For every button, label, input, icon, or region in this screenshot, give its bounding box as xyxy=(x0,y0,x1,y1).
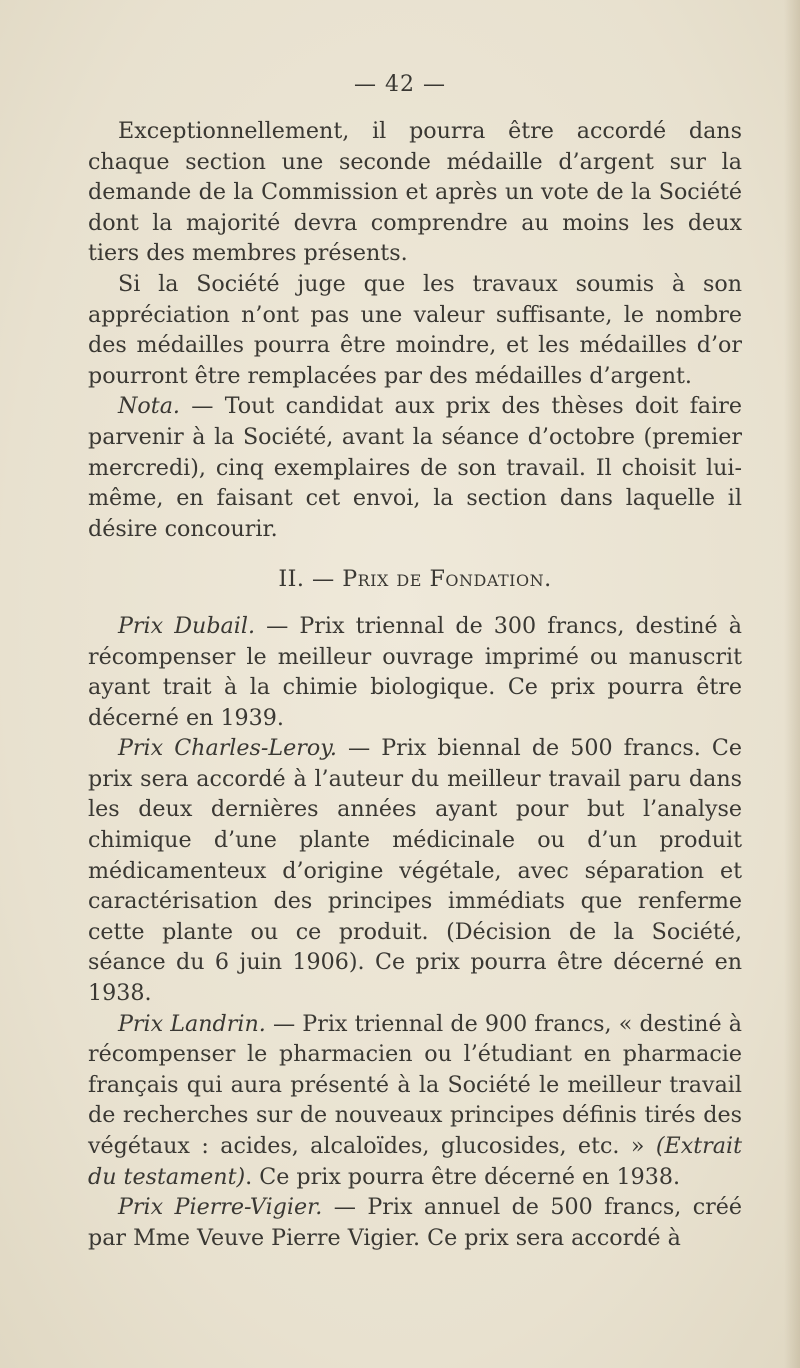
prize-text: — Prix biennal de 500 francs. Ce prix sera accordé à l’auteur du meilleur travail paru dans les deux dernières années ayant pour but l’analyse chimique d’une plante médicinale ou d’un produit médicamenteux d’origine végétale, avec séparation et caractérisation des principes immédiats que renferme cette plante ou ce produit. (Décision de la Société, séance du 6 juin 1906). Ce prix pourra être décerné en 1938. xyxy=(88,735,742,1007)
prize-pierre-vigier xyxy=(88,1192,742,1253)
prize-text: — Prix annuel de 500 francs, créé par Mme Veuve Pierre Vigier. Ce prix sera accordé à xyxy=(88,1194,742,1251)
page-edge-shadow xyxy=(784,0,800,1368)
prize-text: — Prix triennal de 900 francs, « destiné à récompenser le pharmacien ou l’étudiant en pharmacie français qui aura présenté à la Société le meilleur travail de recherches sur de nouveaux principes définis tirés des végétaux : acides, alcaloïdes, glucosides, etc. » xyxy=(88,1010,742,1159)
prize-name: Prix Charles-Leroy. xyxy=(118,735,337,762)
paragraph-insufficient-works: Si la Société juge que les travaux soumis à son appréciation n’ont pas une valeur suffisante, le nombre des médailles pourra être moindre, et les médailles d’or pourront être remplacées par des médailles d’argent. xyxy=(88,270,742,389)
section-heading-title: Prix de Fondation. xyxy=(342,566,552,593)
section-heading-number: II. — xyxy=(278,566,343,593)
prize-name: Prix Pierre-Vigier. xyxy=(118,1194,323,1221)
prize-text-after: . Ce prix pourra être décerné en 1938. xyxy=(245,1163,681,1190)
prize-quote-source: (Extrait du testament) xyxy=(88,1133,742,1190)
prize-charles-leroy xyxy=(88,733,742,1008)
nota-label: Nota. xyxy=(118,393,180,420)
page-number: — 42 — xyxy=(354,72,446,97)
prize-landrin xyxy=(88,1009,742,1193)
paragraph-exceptional-medal: Exceptionnellement, il pourra être accordé dans chaque section une seconde médaille d’argent sur la demande de la Commission et après un vote de la Société dont la majorité devra comprendre au moins les deux tiers des membres présents. xyxy=(88,118,742,267)
prize-name: Prix Landrin. xyxy=(118,1010,266,1037)
prize-dubail xyxy=(88,611,742,733)
section-heading xyxy=(88,564,742,595)
prize-name: Prix Dubail. xyxy=(118,612,255,639)
body-text xyxy=(88,116,742,1253)
prize-text: — Prix triennal de 300 francs, destiné à récompenser le meilleur ouvrage imprimé ou manuscrit ayant trait à la chimie biologique. Ce prix pourra être décerné en 1939. xyxy=(88,612,743,731)
nota-text: — Tout candidat aux prix des thèses doit faire parvenir à la Société, avant la séance d’octobre (premier mercredi), cinq exemplaires de son travail. Il choisit lui-même, en faisant cet envoi, la section dans laquelle il désire concourir. xyxy=(88,393,742,542)
paragraph-nota xyxy=(88,391,742,544)
